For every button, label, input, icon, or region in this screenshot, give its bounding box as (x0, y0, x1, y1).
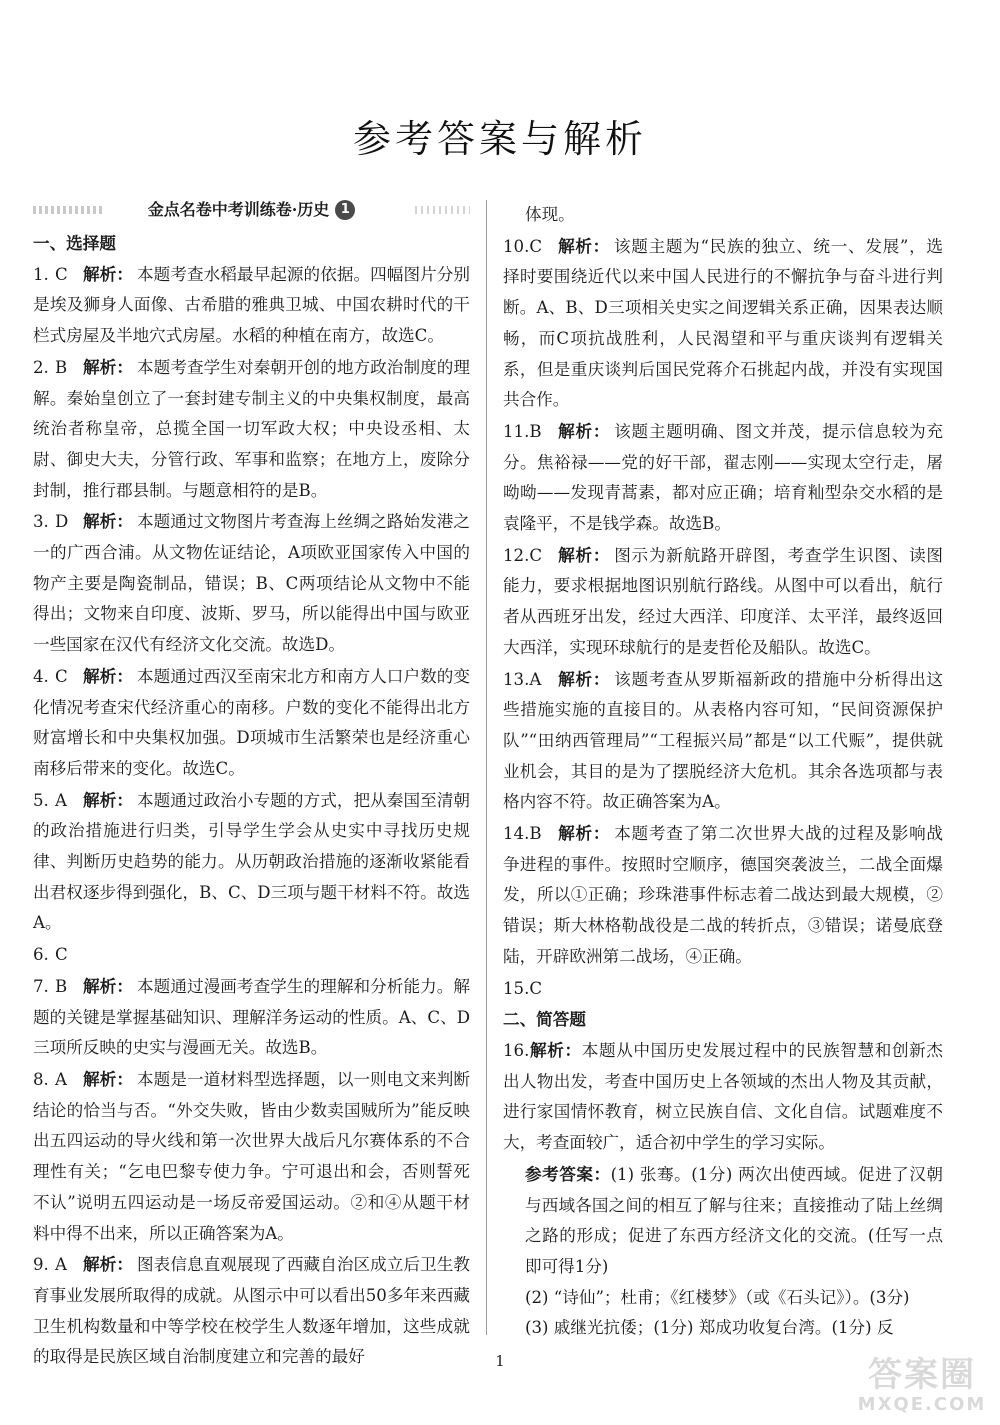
item-text: 本题考查水稻最早起源的依据。四幅图片分别是埃及狮身人面像、古希腊的雅典卫城、中国农耕时代的干栏式房屋及半地穴式房屋。水稻的种植在南方，故选C。 (33, 264, 470, 346)
page-title: 参考答案与解析 (352, 117, 647, 161)
item-number: 10. (503, 236, 530, 256)
item-number: 11. (503, 421, 530, 441)
item-text: 本题通过漫画考查学生的理解和分析能力。解题的关键是掌握基础知识、理解洋务运动的性质。A、C、D三项所反映的史实与漫画无关。故选B。 (33, 976, 470, 1058)
item-number: 2. (33, 357, 49, 377)
item-number: 4. (33, 666, 49, 686)
left-column (33, 200, 470, 1373)
item-number: 6. (33, 945, 49, 965)
item-number: 12. (503, 545, 530, 565)
reference-line-3: (3) 戚继光抗倭；(1分) 郑成功收复台湾。(1分) 反 (525, 1318, 894, 1338)
item-number: 3. (33, 512, 49, 532)
item-number: 5. (33, 790, 49, 810)
item-answer: C (529, 236, 543, 256)
watermark-logo (856, 1355, 988, 1417)
item-answer: B (529, 421, 542, 441)
item-answer: A (55, 1255, 67, 1275)
column-divider (486, 200, 487, 1335)
item-text: 本题是一道材料型选择题，以一则电文来判断结论的恰当与否。“外交失败，皆由少数卖国贼所为”能反映出五四运动的导火线和第一次世界大战后凡尔赛体系的不合理性有关；“乞电巴黎专使力争。宁可退出和会，否则誓死不认”说明五四运动是一场反帝爱国运动。②和④从题干材料中得不出来，所以正确答案为A。 (33, 1069, 470, 1243)
item-label: 解析： (83, 356, 134, 377)
item-answer: C (55, 945, 68, 965)
right-column (503, 200, 943, 1344)
reference-answer (503, 1159, 943, 1283)
banner-decoration-left (33, 206, 105, 214)
item-text: 本题从中国历史发展过程中的民族智慧和创新杰出人物出发，考查中国历史上各领域的杰出人物及其贡献，进行家国情怀教育，树立民族自信、文化自信。试题难度不大，考查面较广，适合初中学生的学习实际。 (503, 1040, 944, 1153)
item-number: 8. (33, 1069, 49, 1089)
item-answer: C (529, 545, 543, 565)
item-label: 解析： (83, 665, 134, 686)
item-answer: A (529, 669, 542, 689)
banner-text: 金点名卷中考训练卷·历史 (147, 200, 330, 219)
item-answer: A (55, 1069, 67, 1089)
item-number: 15. (503, 978, 530, 998)
item-answer: C (55, 264, 68, 284)
continued-text: 体现。 (525, 205, 575, 224)
item-number: 13. (503, 669, 530, 689)
item-number: 14. (503, 824, 530, 844)
section-heading-choice: 一、选择题 (33, 233, 116, 253)
item-label: 解析： (83, 1254, 134, 1275)
item-answer: B (55, 357, 68, 377)
answer-item (503, 664, 943, 819)
answer-list-right (503, 231, 943, 1005)
item-number: 16. (503, 1040, 530, 1060)
item-answer: C (529, 978, 543, 998)
answer-item (33, 259, 470, 352)
item-answer: B (55, 976, 68, 996)
watermark-url: MXQE.COM (857, 1394, 987, 1415)
banner-number-badge: 1 (335, 200, 355, 220)
item-label: 解析： (557, 544, 611, 565)
answer-item (503, 231, 943, 416)
item-text: 本题通过政治小专题的方式，把从秦国至清朝的政治措施进行归类，引导学生学会从史实中寻找历史规律、判断历史趋势的能力。从历朝政治措施的逐渐收紧能看出君权逐步得到强化，B、C、D三项与题干材料不符。故选A。 (33, 790, 470, 933)
reference-text: (1) 张骞。(1分) 两次出使西域。促进了汉朝与西域各国之间的相互了解与往来；直接推动了陆上丝绸之路的形成；促进了东西方经济文化的交流。(任写一点即可得1分) (525, 1164, 944, 1276)
item-label: 解析： (529, 1039, 582, 1060)
item-number: 9. (33, 1255, 49, 1275)
answer-item (503, 540, 943, 664)
item-label: 解析： (557, 235, 610, 256)
item-label: 解析： (83, 789, 134, 810)
answer-item-16 (503, 1035, 943, 1159)
page-number: 1 (495, 1352, 505, 1370)
item-text: 本题考查了第二次世界大战的过程及影响战争进程的事件。按照时空顺序，德国突袭波兰，二战全面爆发，所以①正确；珍珠港事件标志着二战达到最大规模，②错误；斯大林格勒战役是二战的转折点，③错误；诺曼底登陆，开辟欧洲第二战场，④正确。 (503, 824, 944, 966)
answer-item (33, 506, 470, 661)
answer-item (33, 352, 470, 507)
reference-label: 参考答案： (525, 1163, 611, 1184)
item-text: 本题考查学生对秦朝开创的地方政治制度的理解。秦始皇创立了一套封建专制主义的中央集权制度，最高统治者称皇帝，总揽全国一切军政大权；中央设丞相、太尉、御史大夫，分管行政、军事和监察；在地方上，废除分封制，推行郡县制。与题意相符的是B。 (33, 357, 470, 500)
item-text: 该题主题为“民族的独立、统一、发展”，选择时要围绕近代以来中国人民进行的不懈抗争与奋斗进行判断。A、B、D三项相关史实之间逻辑关系正确，因果表达顺畅，而C项抗战胜利，人民渴望和平与重庆谈判有逻辑关系，但是重庆谈判后国民党蒋介石挑起内战，并没有实现国共合作。 (503, 236, 943, 410)
item-label: 解析： (83, 975, 134, 996)
item-label: 解析： (557, 823, 611, 844)
item-label: 解析： (83, 263, 134, 284)
item-text: 图示为新航路开辟图，考查学生识图、读图能力，要求根据地图识别航行路线。从图中可以看出，航行者从西班牙出发，经过大西洋、印度洋、太平洋，最终返回大西洋，实现环球航行的是麦哲伦及船队。故选C。 (503, 545, 944, 657)
item-label: 解析： (557, 420, 611, 441)
answer-item (33, 1064, 470, 1249)
answer-item (33, 939, 470, 971)
item-answer: B (529, 824, 542, 844)
section-heading-short: 二、简答题 (503, 1009, 586, 1030)
reference-line-2: (2) “诗仙”；杜甫；《红楼梦》（或《石头记》）。(3分) (525, 1287, 910, 1307)
item-number: 7. (33, 976, 49, 996)
watermark-text: 答案圈 (868, 1355, 976, 1395)
item-answer: A (55, 790, 67, 810)
item-label: 解析： (83, 1068, 134, 1089)
answer-item (503, 973, 943, 1005)
item-text: 该题考查从罗斯福新政的措施中分析得出这些措施实施的直接目的。从表格内容可知，“民间资源保护队”“田纳西管理局”“工程振兴局”都是“以工代赈”，提供就业机会，其目的是为了摆脱经济大危机。其余各选项都与表格内容不符。故正确答案为A。 (503, 669, 944, 812)
answer-item (503, 416, 943, 540)
answer-item (503, 818, 943, 973)
item-answer: C (55, 666, 68, 686)
answer-item (33, 971, 470, 1064)
banner-decoration-right (415, 206, 470, 214)
answer-list-left (33, 259, 470, 1373)
answer-item (33, 785, 470, 940)
item-label: 解析： (557, 668, 611, 689)
item-answer: D (55, 512, 69, 532)
item-text: 该题主题明确、图文并茂，提示信息较为充分。焦裕禄——党的好干部，翟志刚——实现太空行走，屠呦呦——发现青蒿素，都对应正确；培育籼型杂交水稻的是袁隆平，不是钱学森。故选B。 (503, 421, 944, 534)
item-text: 本题通过文物图片考查海上丝绸之路始发港之一的广西合浦。从文物佐证结论，A项欧亚国家传入中国的物产主要是陶瓷制品，错误；B、C两项结论从文物中不能得出；文物来自印度、波斯、罗马，所以能得出中国与欧亚一些国家在汉代有经济文化交流。故选D。 (33, 512, 470, 655)
exam-banner (33, 200, 470, 220)
item-number: 1. (33, 264, 49, 284)
item-text: 本题通过西汉至南宋北方和南方人口户数的变化情况考查宋代经济重心的南移。户数的变化不能得出北方财富增长和中央集权加强。D项城市生活繁荣也是经济重心南移后带来的变化。故选C。 (33, 666, 470, 778)
item-label: 解析： (83, 511, 134, 532)
item-text: 图表信息直观展现了西藏自治区成立后卫生教育事业发展所取得的成就。从图示中可以看出50多年来西藏卫生机构数量和中等学校在校学生人数逐年增加，这些成就的取得是民族区域自治制度建立和完善的最好 (33, 1255, 470, 1367)
answer-item (33, 661, 470, 785)
